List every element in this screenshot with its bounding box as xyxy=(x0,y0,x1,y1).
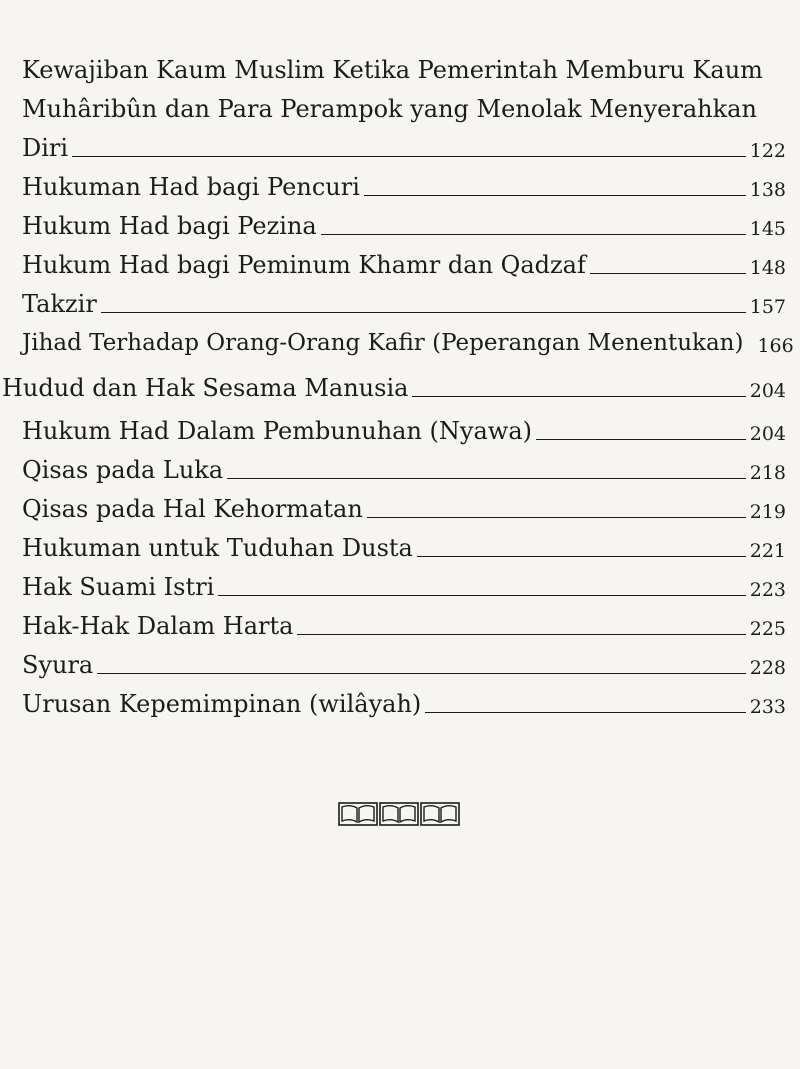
leader-line xyxy=(364,195,746,196)
leader-line xyxy=(590,273,746,274)
open-book-icon xyxy=(338,802,378,826)
toc-entry[interactable] xyxy=(22,211,786,241)
toc-entry-title: Hukum Had bagi Peminum Khamr dan Qadzaf xyxy=(22,251,586,279)
toc-entry-title: Diri xyxy=(22,134,69,162)
toc-entry-page: 218 xyxy=(749,462,786,484)
toc-entry-title: Qisas pada Hal Kehormatan xyxy=(22,495,363,523)
toc-entry-page: 145 xyxy=(749,218,786,240)
leader-line xyxy=(101,312,746,313)
leader-line xyxy=(97,673,745,674)
toc-entry-title: Urusan Kepemimpinan (wilâyah) xyxy=(22,690,422,718)
toc-entry[interactable] xyxy=(22,494,786,524)
toc-entry[interactable] xyxy=(22,572,786,602)
toc-entry[interactable] xyxy=(22,611,786,641)
leader-line xyxy=(367,517,746,518)
toc-entry[interactable] xyxy=(22,250,786,280)
leader-line xyxy=(417,556,746,557)
toc-entry-title: Hak-Hak Dalam Harta xyxy=(22,612,294,640)
open-book-icon xyxy=(420,802,460,826)
toc-entry-title: Syura xyxy=(22,651,94,679)
toc-entry-page: 122 xyxy=(749,140,786,162)
leader-line xyxy=(227,478,746,479)
toc-entry-title: Hudud dan Hak Sesama Manusia xyxy=(2,374,409,402)
toc-entry[interactable] xyxy=(22,689,786,719)
toc-entry-title: Qisas pada Luka xyxy=(22,456,224,484)
toc-entry[interactable] xyxy=(22,533,786,563)
toc-entry[interactable] xyxy=(22,650,786,680)
toc-entry[interactable] xyxy=(22,172,786,202)
toc-entry[interactable] xyxy=(22,133,786,163)
toc-entry-title: Takzir xyxy=(22,290,97,318)
leader-line xyxy=(321,234,746,235)
toc-entry-title: Jihad Terhadap Orang-Orang Kafir (Peperangan Menentukan) xyxy=(22,330,744,356)
toc-entry-page: 233 xyxy=(749,696,786,718)
leader-line xyxy=(72,156,746,157)
toc-entry-page: 166 xyxy=(757,335,794,357)
toc-entry-line: Kewajiban Kaum Muslim Ketika Pemerintah Memburu Kaum xyxy=(22,56,763,84)
toc-entry-title: Hak Suami Istri xyxy=(22,573,215,601)
toc-entry-title: Hukum Had bagi Pezina xyxy=(22,212,317,240)
leader-line xyxy=(218,595,745,596)
toc-entry-title: Hukuman untuk Tuduhan Dusta xyxy=(22,534,413,562)
toc-entry[interactable] xyxy=(22,416,786,446)
toc-entry-page: 204 xyxy=(749,380,786,402)
toc-entry-page: 221 xyxy=(749,540,786,562)
toc-entry-page: 148 xyxy=(749,257,786,279)
toc-entry-page: 223 xyxy=(749,579,786,601)
leader-line xyxy=(425,712,745,713)
leader-line xyxy=(536,439,746,440)
toc-entry-page: 219 xyxy=(749,501,786,523)
toc-entry-page: 157 xyxy=(749,296,786,318)
toc-entry-page: 204 xyxy=(749,423,786,445)
toc-entry-line: Muhâribûn dan Para Perampok yang Menolak Menyerahkan xyxy=(22,95,757,123)
leader-line xyxy=(412,396,745,397)
toc-entry-page: 138 xyxy=(749,179,786,201)
leader-line xyxy=(297,634,745,635)
toc-entry-page: 225 xyxy=(749,618,786,640)
toc-entry[interactable] xyxy=(22,455,786,485)
toc-entry[interactable] xyxy=(2,373,786,403)
toc-entry-title: Hukuman Had bagi Pencuri xyxy=(22,173,360,201)
toc-entry[interactable] xyxy=(22,289,786,319)
toc-entry-page: 228 xyxy=(749,657,786,679)
toc-entry[interactable] xyxy=(22,328,794,358)
open-book-icon xyxy=(379,802,419,826)
ornament-divider xyxy=(338,802,460,826)
toc-entry-title: Hukum Had Dalam Pembunuhan (Nyawa) xyxy=(22,417,532,445)
